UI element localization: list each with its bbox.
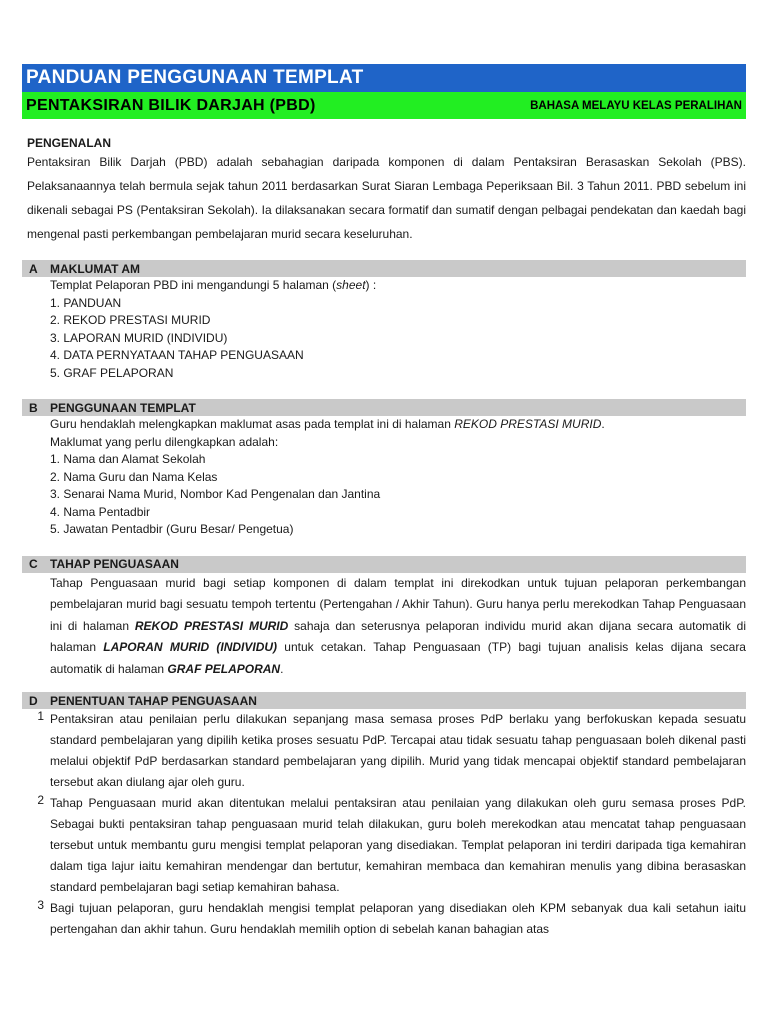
section-title: PENENTUAN TAHAP PENGUASAAN	[50, 693, 257, 708]
item-text: Pentaksiran atau penilaian perlu dilakukan sepanjang masa semasa proses PdP berlaku yang berfokuskan kepada sesuatu standard pembelajaran yang dipilih ketika proses sesuatu PdP. Tercapai atau tidak sesuatu tahap penguasaan boleh dikenal pasti melalui objektif PdP berdasarkan standard pembelajaran yang dipilih. Murid yang tidak mencapai objektif standard pembelajaran tersebut akan diulang ajar oleh guru.	[50, 712, 746, 789]
section-b-header	[22, 399, 746, 416]
lead-emphasis: REKOD PRESTASI MURID	[454, 417, 602, 431]
list-item: 1. PANDUAN	[50, 295, 122, 310]
subtitle-bar	[22, 92, 746, 119]
paragraph-text: .	[280, 661, 284, 676]
list-item: 3. LAPORAN MURID (INDIVIDU)	[50, 330, 228, 345]
section-letter: B	[29, 400, 38, 415]
intro-paragraph: Pentaksiran Bilik Darjah (PBD) adalah sebahagian daripada komponen di dalam Pentaksiran Berasaskan Sekolah (PBS). Pelaksanaannya telah bermula sejak tahun 2011 berdasarkan Surat Siaran Lembaga Peperiksaan Bil. 3 Tahun 2011. PBD sebelum ini dikenali sebagai PS (Pentaksiran Sekolah). Ia dilaksanakan secara formatif dan sumatif dengan pelbagai pendekatan dan kaedah bagi mengenal pasti perkembangan pembelajaran murid secara keseluruhan.	[27, 155, 746, 241]
list-item: 3. Senarai Nama Murid, Nombor Kad Pengenalan dan Jantina	[50, 487, 381, 501]
list-item: 4. DATA PERNYATAAN TAHAP PENGUASAAN	[50, 348, 304, 362]
paragraph-text: untuk cetakan. Tahap Penguasaan (TP) bagi tujuan analisis kelas dijana secara automatik di halaman	[50, 640, 746, 676]
document-page	[22, 64, 746, 938]
lead-text: Templat Pelaporan PBD ini mengandungi 5 halaman (	[50, 278, 337, 292]
section-a-lead	[50, 277, 746, 295]
subject-label: BAHASA MELAYU KELAS PERALIHAN	[530, 99, 742, 112]
section-letter: D	[29, 693, 38, 708]
list-item: 5. Jawatan Pentadbir (Guru Besar/ Pengetua)	[50, 522, 294, 536]
section-letter: C	[29, 557, 38, 571]
section-b-lead	[50, 416, 746, 434]
list-item: 5. GRAF PELAPORAN	[50, 365, 174, 380]
numbered-item	[22, 898, 746, 938]
section-a-body	[22, 277, 746, 382]
item-number: 2	[37, 793, 44, 807]
paragraph-emphasis: REKOD PRESTASI MURID	[134, 618, 289, 633]
list-item: 4. Nama Pentadbir	[50, 504, 151, 519]
list-item: 1. Nama dan Alamat Sekolah	[50, 452, 206, 466]
list-item: 2. Nama Guru dan Nama Kelas	[50, 469, 218, 484]
intro-heading: PENGENALAN	[27, 136, 112, 150]
numbered-item	[22, 793, 746, 898]
section-title: TAHAP PENGUASAAN	[50, 557, 179, 571]
section-c-paragraph	[22, 573, 746, 681]
section-b-body	[22, 416, 746, 539]
lead-emphasis: sheet	[336, 278, 366, 292]
item-number: 3	[37, 898, 44, 912]
paragraph-emphasis: GRAF PELAPORAN	[167, 661, 281, 676]
item-number: 1	[37, 709, 44, 723]
document-title: PANDUAN PENGGUNAAN TEMPLAT	[22, 64, 746, 92]
section-title: PENGGUNAAN TEMPLAT	[50, 400, 196, 415]
numbered-item	[22, 709, 746, 793]
paragraph-text: sahaja dan seterusnya pelaporan individu murid akan dijana secara automatik di halaman	[50, 618, 747, 654]
section-d-header	[22, 692, 746, 709]
lead-text-end: ) :	[365, 278, 377, 292]
paragraph-emphasis: LAPORAN MURID (INDIVIDU)	[103, 640, 278, 654]
paragraph-text: Tahap Penguasaan murid bagi setiap komponen di dalam templat ini direkodkan untuk tujuan pelaporan perkembangan pembelajaran murid bagi sesuatu tempoh tertentu (Pertengahan / Akhir Tahun). Guru hanya perlu merekodkan Tahap Penguasaan ini di halaman	[50, 575, 746, 633]
section-c-header	[22, 556, 746, 573]
lead-text: Guru hendaklah melengkapkan maklumat asas pada templat ini di halaman	[50, 417, 455, 431]
item-text: Bagi tujuan pelaporan, guru hendaklah mengisi templat pelaporan yang disediakan oleh KPM sebanyak dua kali setahun iaitu pertengahan dan akhir tahun. Guru hendaklah memilih option di sebelah kanan bahagian atas	[50, 901, 746, 936]
section-d-body	[22, 709, 746, 938]
section-a-header	[22, 260, 746, 277]
section-title: MAKLUMAT AM	[50, 261, 140, 276]
item-text: Tahap Penguasaan murid akan ditentukan melalui pentaksiran atau penilaian yang dilakukan oleh guru semasa proses PdP. Sebagai bukti pentaksiran tahap penguasaan murid telah dilakukan, guru boleh merekodkan atau mencatat tahap penguasaan tersebut untuk membantu guru mengisi templat pelaporan yang disediakan. Templat pelaporan ini terdiri daripada tiga kemahiran dalam tiga lajur iaitu kemahiran mendengar dan bertutur, kemahiran membaca dan kemahiran menulis yang dibina berasaskan standard pembelajaran bagi setiap kemahiran bahasa.	[50, 796, 746, 894]
section-b-lead2: Maklumat yang perlu dilengkapkan adalah:	[50, 434, 279, 449]
list-item: 2. REKOD PRESTASI MURID	[50, 313, 211, 327]
document-subtitle: PENTAKSIRAN BILIK DARJAH (PBD)	[26, 96, 316, 114]
section-letter: A	[29, 261, 38, 276]
lead-text-end: .	[601, 417, 605, 431]
